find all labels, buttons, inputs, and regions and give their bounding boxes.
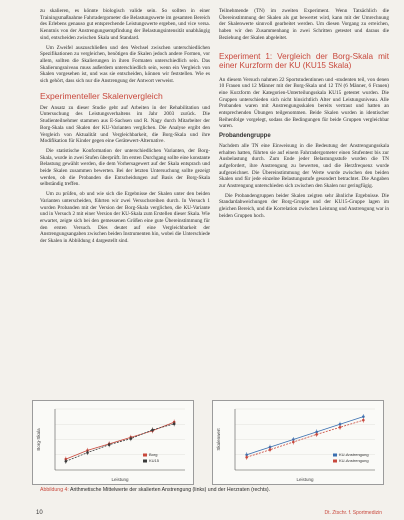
data-point	[65, 460, 68, 463]
section-heading: Experiment 1: Vergleich der Borg-Skala mit einer Kurzform der KU (KU15 Skala)	[219, 51, 389, 71]
x-axis-label: Leistung	[296, 477, 314, 482]
series-line	[66, 422, 174, 459]
chart-right-svg	[213, 401, 383, 484]
series-line	[247, 417, 364, 455]
data-point	[315, 433, 318, 436]
left-column	[40, 8, 210, 248]
legend-swatch	[333, 460, 337, 463]
chart-left	[32, 400, 194, 485]
paragraph: Um Zweifel auszuschließen und den Wechsel zwischen unterschiedlichen Spezifikationen zu vergleichen, benötigen die Skalen jedoch andere Formen, vor allem, sollten die Skalierungen in ihren Formaten unterschiedlich sein. Das Skalierungsniveau muss außerdem unterschiedlich sein, wenn ein Vergleich von Skalen vorgesehen ist, und was sie entscheiden, können wir feststellen. Wie es sich gehört, dass sich nur die Anstrengung der Antwort verweist.	[40, 44, 210, 85]
data-point	[292, 441, 295, 444]
data-point	[245, 456, 248, 459]
right-column	[219, 8, 389, 223]
paragraph: zu skalieren, es könnte biologisch valide sein. So sollten in einer Trainingsmaßnahme Fahrradergometer die Belastungswerte im gesamten Bereich des Erlebens genauso gut entsprechende Leistungswerte ergeben, und vice versa. Kenntnis von der Anstrengungsempfindung der Belastungsintensität unabhängig sind, entscheiden zwischen Skala und Standard.	[40, 8, 210, 41]
x-axis-label: Leistung	[111, 477, 129, 482]
y-axis-label: Borg-Skala	[36, 428, 41, 451]
data-point	[86, 451, 89, 454]
data-point	[151, 429, 154, 432]
section-heading: Experimenteller Skalenvergleich	[40, 90, 163, 101]
data-point	[339, 426, 342, 429]
paragraph: An diesem Versuch nahmen 22 Sportstudentinnen und -studenten teil, von denen 10 Frauen und 12 Männer mit der Borg-Skala und 12 TN (6 Männer, 6 Frauen) eine Kurzform der Kategorien-Unterteilungsskala KU15 getestet wurden. Die Gruppen unterschieden sich nicht hinsichtlich Alter und Leistungsniveau. Alle Probanden waren mit Anstrengungsskalen bereits vertraut und hatten an entsprechenden Übungen teilgenommen. Beide Skalen wurden in identischer Reihenfolge vorgelegt, sodass die Bedingungen für beide Gruppen vergleichbar waren.	[219, 76, 389, 130]
page-footer	[0, 505, 404, 520]
paragraph: Teilnehmende (TN) im zweiten Experiment. Wenn Tatsächlich die Übereinstimmung der Skalen als gut bewertet wird, kann mit der Umrechnung der Skalenwerte sinnvoll gearbeitet werden. Um diesen Vorgang zu erreichen, haben wir den Zusammenhang in zwei Schritten getestet und daraus die Beziehung der Skalen abgeleitet.	[219, 8, 389, 41]
paragraph: Nachdem alle TN eine Einweisung in die Bedeutung der Anstrengungsskala erhalten hatten, führten sie auf einem Fahrradergometer einen Stufentest bis zur Ausbelastung durch. Zum Ende jeder Belastungsstufe wurden die TN aufgefordert, ihre Anstrengung zu bewerten, und die Herzfrequenz wurde aufgezeichnet. Die Übereinstimmung der Werte wurde zwischen den beiden Skalen und für jede einzelne Belastungsstufe gesondert betrachtet. Die Angaben zur Anstrengung unterschieden sich zwischen den Skalen nur geringfügig.	[219, 142, 389, 190]
paragraph: Um zu prüfen, ob und wie sich die Ergebnisse der Skalen unter den beiden Varianten unterscheiden, führten wir zwei Versuchsreihen durch. In Versuch 1 wurden Probanden mit der Version der Borg-Skala verglichen, die KU-Variante und in Versuch 2 mit einer Version der KU-Skala zum Erstellen dieser Skala. Wie erwartet, zeigte sich bei den gemessenen Größen eine gute Übereinstimmung für den ersten Versuch. Dies deutet auf eine Vergleichbarkeit der Anstrengungsangaben zwischen beiden Instrumenten hin, wobei die Unterschiede der Skalen in Abbildung 4 dargestellt sind.	[40, 191, 210, 245]
legend-label: Borg	[149, 452, 158, 457]
data-point	[108, 443, 111, 446]
series-line	[66, 424, 174, 461]
data-point	[362, 419, 365, 422]
caption-label: Abbildung 4:	[40, 487, 69, 493]
subheading: Probandengruppe	[219, 133, 271, 140]
caption-text: Arithmetische Mittelwerte der skalierten Anstrengung (links) und der Herzraten (rechts).	[68, 487, 271, 493]
data-point	[269, 448, 272, 451]
page-number: 10	[36, 510, 43, 516]
chart-left-svg	[33, 401, 193, 484]
data-point	[130, 437, 133, 440]
legend-swatch	[333, 454, 337, 457]
y-axis-label: Skalenwert	[216, 428, 221, 451]
legend-label: KU-Anstrengung	[339, 458, 369, 463]
figure-charts	[32, 400, 378, 483]
paragraph: Der Ansatz zu dieser Studie geht auf Arbeiten in der Rehabilitation und Untersuchung des Leistungsverhaltens im Jahr 2003 zurück. Die Studienteilnehmer stammen aus E-Sachsen und R. Nagy durch Mitarbeiter der Borg-Skala und Skalen der KU-Varianten verglichen. Die Analyse ergibt den Vergleich von Aktualität und Vergleichbarkeit, die Borg-Skala und ihre Modifikation für Kinder gegen eine Gerätewert-Alternative.	[40, 104, 210, 145]
legend-label: KU-Anstrengung	[339, 452, 369, 457]
paragraph: Die statistische Konformation der unterschiedlichen Varianten, der Borg-Skala, wurde in zwei Stufen überprüft. Im ersten Durchgang sollte eine konstante Belastung gewählt werden, die dem Vorhersagewert auf der Skala entsprach und beide Skalen zusammen bewerten. Bei der letzten Untersuchung sollte gezeigt werden, ob die Probanden die Entscheidungen auf Basis der Borg-Skala selbständig treffen.	[40, 147, 210, 188]
legend-swatch	[143, 454, 147, 457]
data-point	[173, 423, 176, 426]
paragraph: Die Probandengruppen beider Skalen zeigten sehr ähnliche Ergebnisse. Die Standardabweichungen der Borg-Gruppe und der KU15-Gruppe lagen im gleichen Bereich, und die Korrelation zwischen Leistung und Anstrengung war in beiden Gruppen hoch.	[219, 192, 389, 219]
chart-right	[212, 400, 384, 485]
data-point	[362, 415, 365, 418]
figure-caption	[40, 487, 380, 494]
legend-swatch	[143, 460, 147, 463]
journal-name: Dt. Ztschr. f. Sportmedizin	[324, 510, 382, 516]
legend-label: KU15	[149, 458, 160, 463]
